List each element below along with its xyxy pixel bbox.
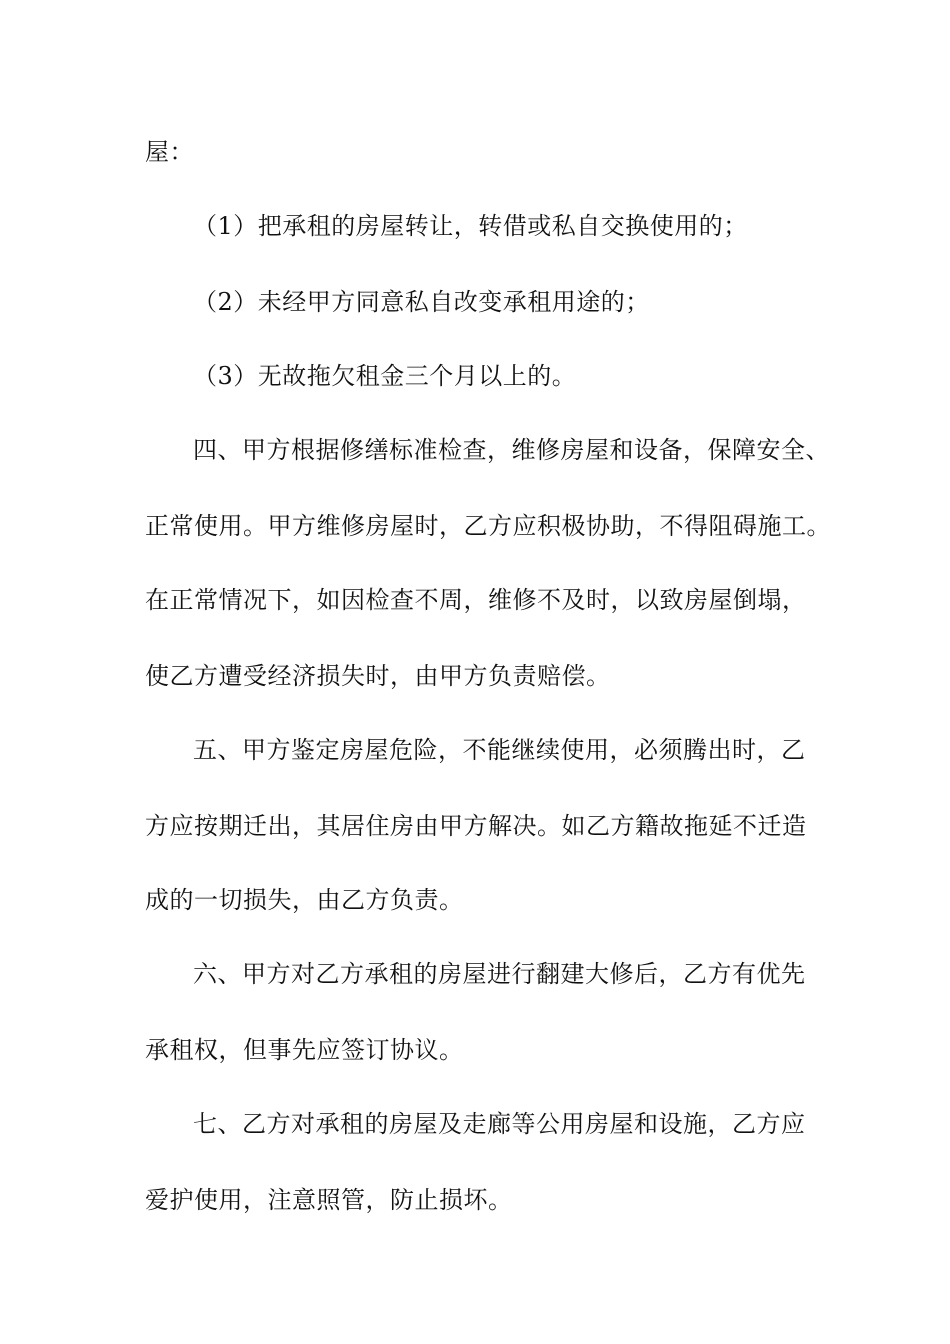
paragraph-7-line-2: 爱护使用，注意照管，防止损坏。 xyxy=(145,1186,513,1214)
paragraph-4-line-1: 四、甲方根据修缮标准检查，维修房屋和设备，保障安全、 xyxy=(193,436,830,464)
paragraph-6-line-1: 六、甲方对乙方承租的房屋进行翻建大修后，乙方有优先 xyxy=(193,960,806,988)
clause-item-1: （1）把承租的房屋转让，转借或私自交换使用的； xyxy=(193,212,748,240)
paragraph-4-line-2: 正常使用。甲方维修房屋时，乙方应积极协助，不得阻碍施工。 xyxy=(145,512,831,540)
paragraph-6-line-2: 承租权，但事先应签订协议。 xyxy=(145,1036,464,1064)
paragraph-5-line-1: 五、甲方鉴定房屋危险，不能继续使用，必须腾出时，乙 xyxy=(193,736,806,764)
clause-item-2: （2）未经甲方同意私自改变承租用途的； xyxy=(193,288,650,316)
text-line-1: 屋： xyxy=(145,138,194,166)
paragraph-7-line-1: 七、乙方对承租的房屋及走廊等公用房屋和设施，乙方应 xyxy=(193,1110,806,1138)
paragraph-4-line-3: 在正常情况下，如因检查不周，维修不及时，以致房屋倒塌， xyxy=(145,586,807,614)
paragraph-5-line-3: 成的一切损失，由乙方负责。 xyxy=(145,886,464,914)
clause-item-3: （3）无故拖欠租金三个月以上的。 xyxy=(193,362,577,390)
paragraph-4-line-4: 使乙方遭受经济损失时，由甲方负责赔偿。 xyxy=(145,662,611,690)
paragraph-5-line-2: 方应按期迁出，其居住房由甲方解决。如乙方籍故拖延不迁造 xyxy=(145,812,807,840)
